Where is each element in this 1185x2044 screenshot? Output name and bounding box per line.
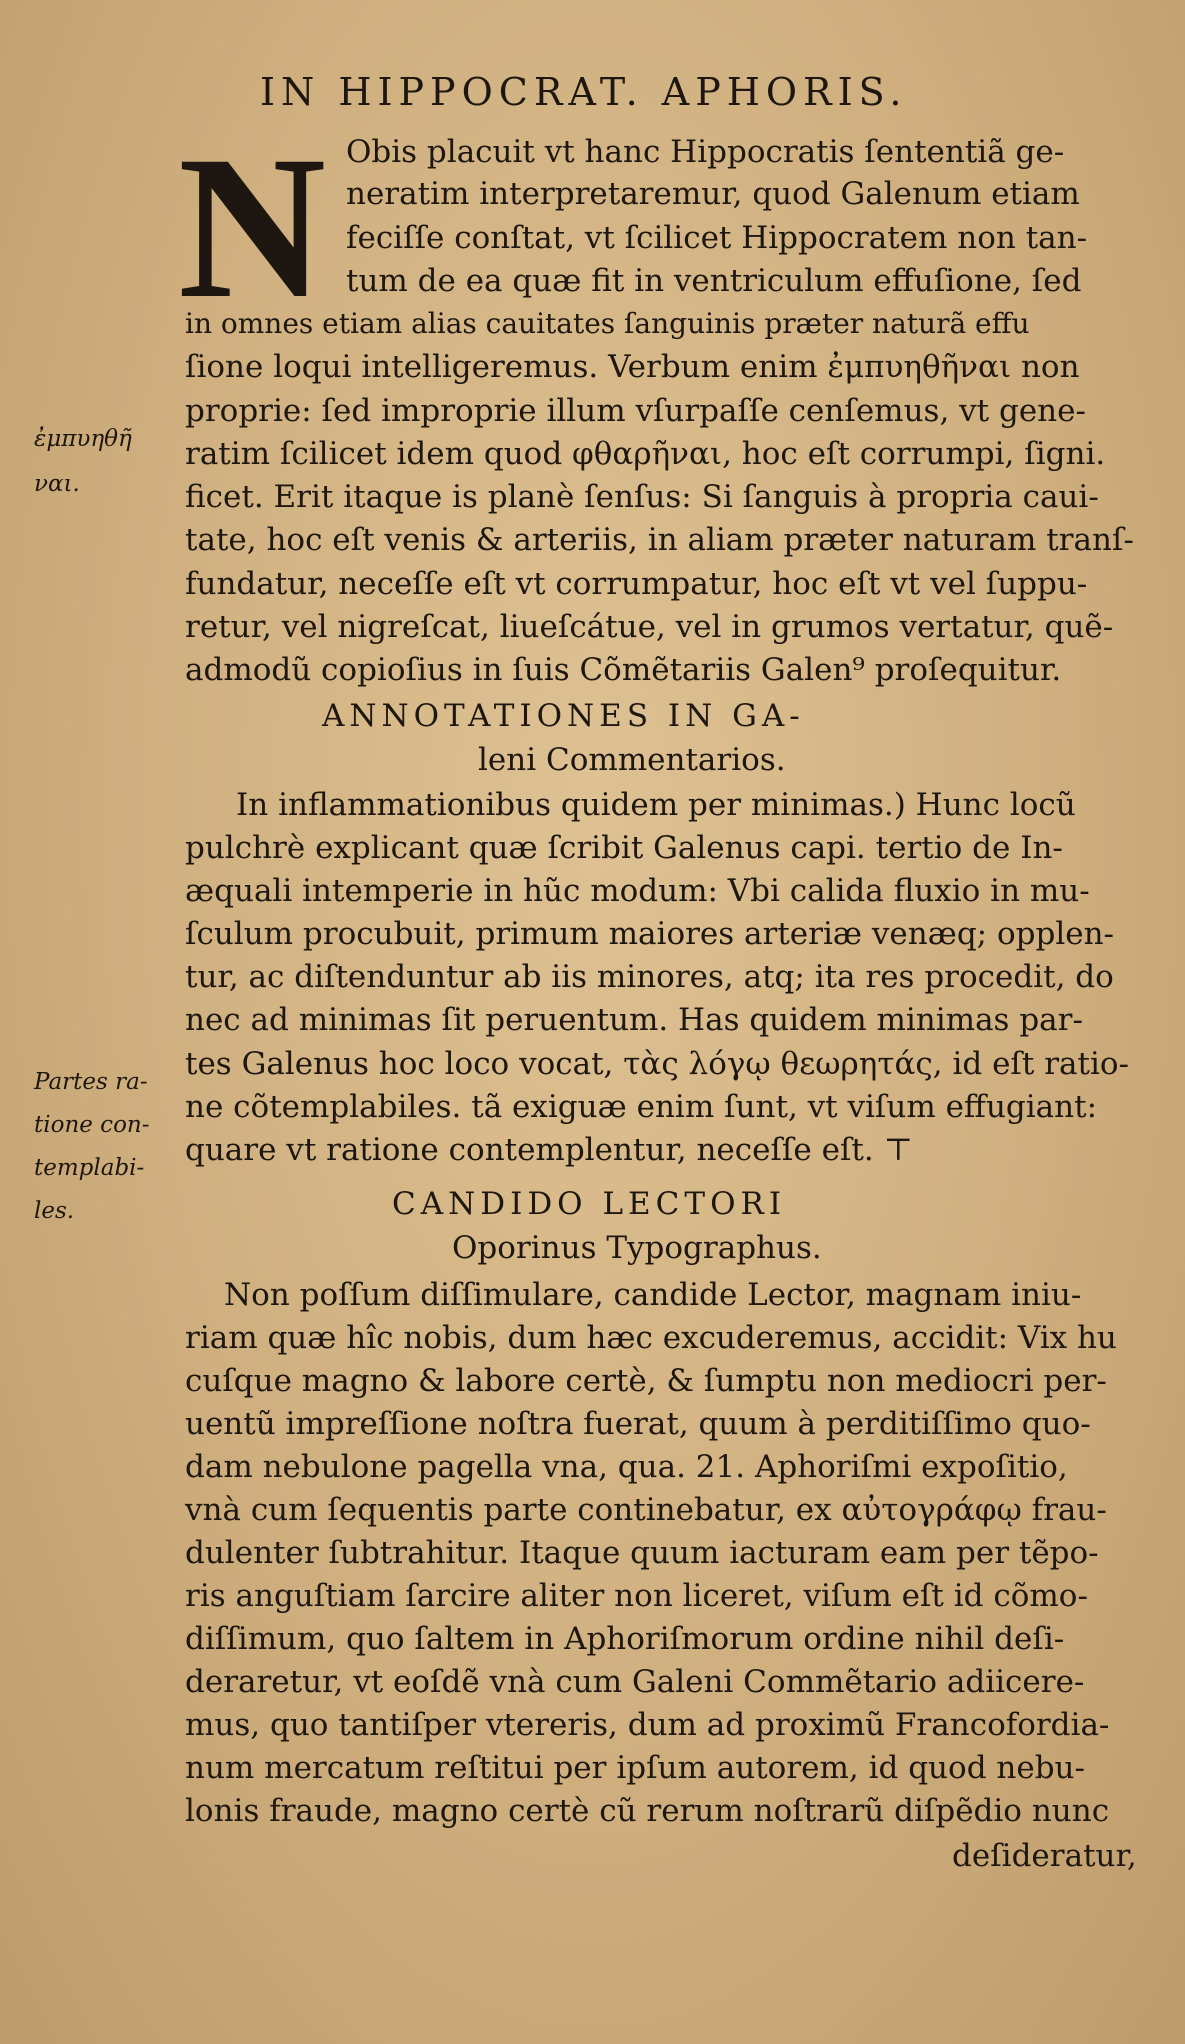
letter-line: diſſimum, quo ſaltem in Aphoriſmorum ordine nihil deſi- xyxy=(185,1621,1065,1657)
annotation-line: tes Galenus hoc loco vocat, τὰς λόγῳ θεωρητάς, id eſt ratio- xyxy=(185,1046,1130,1082)
margin-note: les. xyxy=(34,1198,75,1224)
body-line: retur, vel nigreſcat, liueſcátue, vel in grumos vertatur, quẽ- xyxy=(185,609,1114,645)
annotation-line: nec ad minimas ſit peruentum. Has quidem minimas par- xyxy=(185,1002,1083,1038)
letter-line: mus, quo tantiſper vtereris, dum ad proximũ Francofordia- xyxy=(185,1707,1110,1743)
section-heading: ANNOTATIONES IN GA- xyxy=(322,698,805,734)
body-line: ratim ſcilicet idem quod φθαρῆναι, hoc eſt corrumpi, ſigni. xyxy=(185,436,1106,472)
letter-line: riam quæ hîc nobis, dum hæc excuderemus, accidit: Vix hu xyxy=(185,1320,1117,1356)
body-line: feciſſe conſtat, vt ſcilicet Hippocratem non tan- xyxy=(346,220,1088,256)
letter-line: Non poſſum diſſimulare, candide Lector, magnam iniu- xyxy=(224,1277,1082,1313)
section-heading-cont: leni Commentarios. xyxy=(478,742,786,778)
annotation-line: ſculum procubuit, primum maiores arteriæ venæq; opplen- xyxy=(185,916,1115,952)
letter-line: num mercatum reſtitui per ipſum autorem, id quod nebu- xyxy=(185,1750,1085,1786)
body-line: admodũ copioſius in ſuis Cõmẽtariis Galen⁹ proſequitur. xyxy=(185,652,1062,688)
body-line: tum de ea quæ fit in ventriculum effuſione, ſed xyxy=(346,263,1082,299)
annotation-line: tur, ac diſtenduntur ab iis minores, atq; ita res procedit, do xyxy=(185,959,1114,995)
body-line: neratim interpretaremur, quod Galenum etiam xyxy=(346,176,1080,212)
body-line: ſione loqui intelligeremus. Verbum enim ἐμπυηθῆναι non xyxy=(185,349,1080,385)
annotation-line: quare vt ratione contemplentur, neceſſe eſt. ⊤ xyxy=(185,1132,913,1168)
address-heading: CANDIDO LECTORI xyxy=(392,1186,787,1222)
body-line: ficet. Erit itaque is planè ſenſus: Si ſanguis à propria caui- xyxy=(185,479,1099,515)
letter-line: uentũ impreſſione noſtra fuerat, quum à perditiſſimo quo- xyxy=(185,1406,1091,1442)
margin-note: Partes ra- xyxy=(34,1069,148,1095)
letter-line: dulenter ſubtrahitur. Itaque quum iacturam eam per tẽpo- xyxy=(185,1535,1099,1571)
margin-note: ἐμπυηθῆ xyxy=(34,426,132,452)
body-line: in omnes etiam alias cauitates ſanguinis præter naturã effu xyxy=(185,307,1030,340)
annotation-line: ne cõtemplabiles. tã exiguæ enim ſunt, vt viſum effugiant: xyxy=(185,1089,1098,1125)
letter-line: ris anguſtiam ſarcire aliter non liceret, viſum eſt id cõmo- xyxy=(185,1578,1088,1614)
margin-note: tione con- xyxy=(34,1112,150,1138)
margin-note: templabi- xyxy=(34,1155,145,1181)
letter-line: dam nebulone pagella vna, qua. 21. Aphoriſmi expoſitio, xyxy=(185,1449,1068,1485)
address-subheading: Oporinus Typographus. xyxy=(452,1230,822,1266)
running-header: IN HIPPOCRAT. APHORIS. xyxy=(260,70,908,114)
catchword: deſideratur, xyxy=(952,1838,1137,1874)
body-line: Obis placuit vt hanc Hippocratis ſententiã ge- xyxy=(346,134,1065,170)
annotation-line: æquali intemperie in hũc modum: Vbi calida fluxio in mu- xyxy=(185,873,1090,909)
letter-line: deraretur, vt eoſdẽ vnà cum Galeni Commẽtario adiicere- xyxy=(185,1664,1085,1700)
body-line: fundatur, neceſſe eſt vt corrumpatur, hoc eſt vt vel ſuppu- xyxy=(185,566,1088,602)
letter-line: vnà cum ſequentis parte continebatur, ex αὐτογράφῳ frau- xyxy=(185,1492,1107,1528)
annotation-line: In inflammationibus quidem per minimas.) Hunc locũ xyxy=(236,787,1076,823)
letter-line: lonis fraude, magno certè cũ rerum noſtrarũ diſpẽdio nunc xyxy=(185,1793,1110,1829)
drop-cap: N xyxy=(178,114,327,341)
annotation-line: pulchrè explicant quæ ſcribit Galenus capi. tertio de In- xyxy=(185,830,1063,866)
letter-line: cuſque magno & labore certè, & ſumptu non mediocri per- xyxy=(185,1363,1107,1399)
body-line: tate, hoc eſt venis & arteriis, in aliam præter naturam tranſ- xyxy=(185,522,1134,558)
body-line: proprie: ſed improprie illum vſurpaſſe cenſemus, vt gene- xyxy=(185,393,1086,429)
margin-note: ναι. xyxy=(34,471,80,497)
